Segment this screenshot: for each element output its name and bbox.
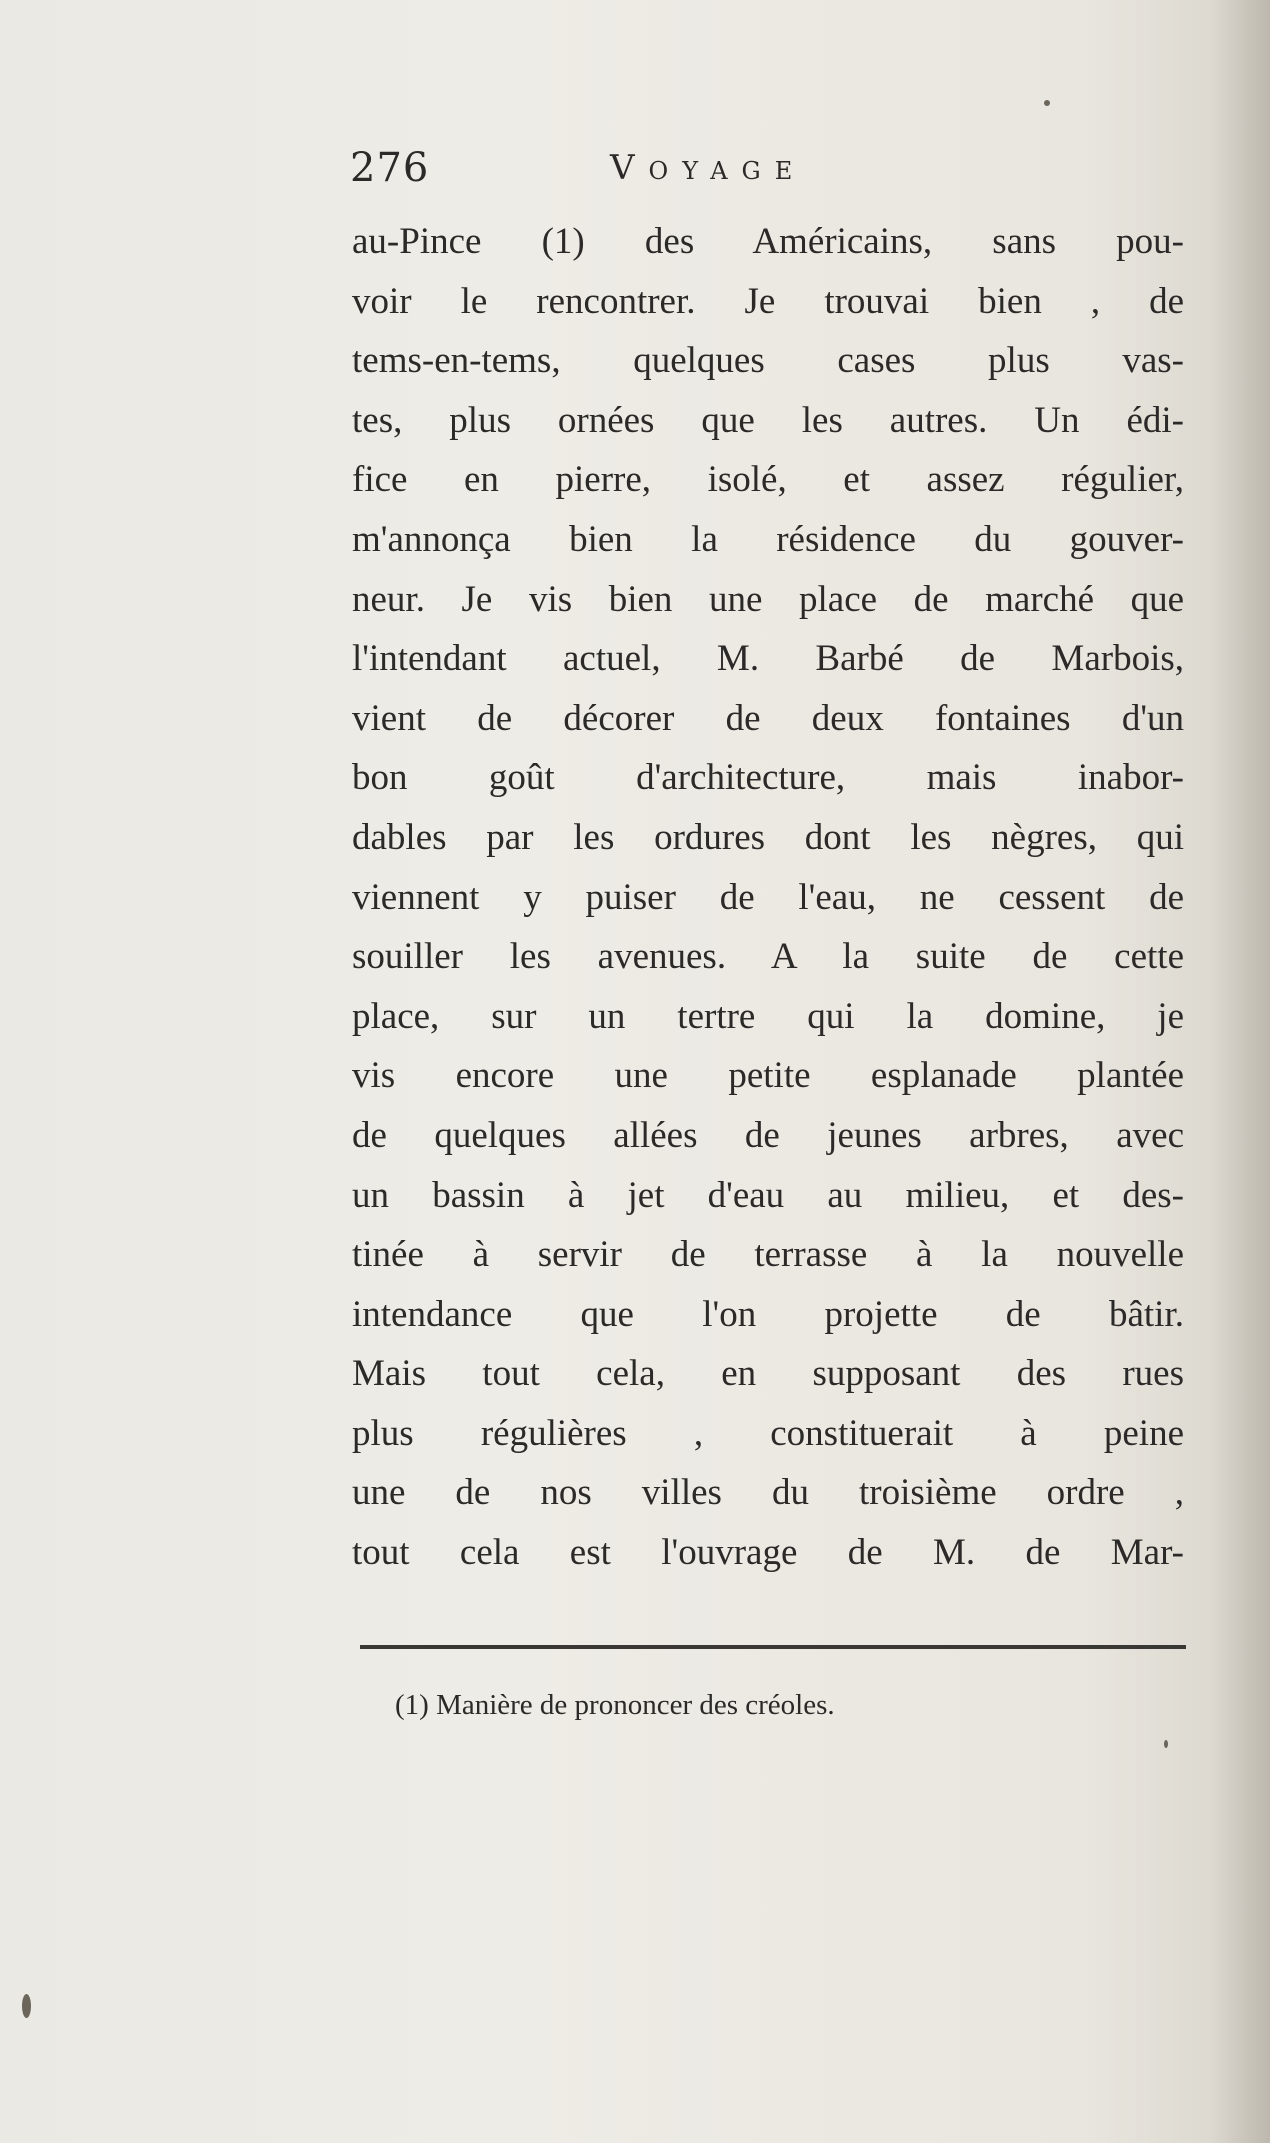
text-line: vient de décorer de deux fontaines d'un <box>352 697 1184 739</box>
text-line: l'intendant actuel, M. Barbé de Marbois, <box>352 638 1184 680</box>
text-line: souiller les avenues. A la suite de cette <box>352 936 1184 978</box>
text-line: viennent y puiser de l'eau, ne cessent de <box>352 876 1184 918</box>
text-line: voir le rencontrer. Je trouvai bien , de <box>352 280 1184 322</box>
text-line: tout cela est l'ouvrage de M. de Mar- <box>352 1532 1184 1574</box>
body-text <box>352 212 1184 1583</box>
running-head: Voyage <box>610 148 807 188</box>
paper-speck <box>22 1994 31 2018</box>
text-line: Mais tout cela, en supposant des rues <box>352 1353 1184 1395</box>
text-line: une de nos villes du troisième ordre , <box>352 1472 1184 1514</box>
text-line: m'annonça bien la résidence du gouver- <box>352 518 1184 560</box>
footnote-rule <box>360 1645 1186 1649</box>
text-line: vis encore une petite esplanade plantée <box>352 1055 1184 1097</box>
text-line: de quelques allées de jeunes arbres, avec <box>352 1114 1184 1156</box>
page-header <box>350 140 1190 200</box>
text-line: neur. Je vis bien une place de marché que <box>352 578 1184 620</box>
text-line: fice en pierre, isolé, et assez régulier, <box>352 459 1184 501</box>
text-line: un bassin à jet d'eau au milieu, et des- <box>352 1174 1184 1216</box>
binding-shadow <box>1210 0 1270 2143</box>
text-line: tes, plus ornées que les autres. Un édi- <box>352 399 1184 441</box>
text-line: tems-en-tems, quelques cases plus vas- <box>352 340 1184 382</box>
text-line: intendance que l'on projette de bâtir. <box>352 1293 1184 1335</box>
footnote: (1) Manière de prononcer des créoles. <box>395 1689 835 1721</box>
text-line: tinée à servir de terrasse à la nouvelle <box>352 1234 1184 1276</box>
page-number: 276 <box>350 145 430 191</box>
paper-speck <box>1044 100 1050 106</box>
text-line: plus régulières , constituerait à peine <box>352 1412 1184 1454</box>
paper-speck <box>1164 1740 1168 1748</box>
text-line: dables par les ordures dont les nègres, qui <box>352 816 1184 858</box>
text-line: bon goût d'architecture, mais inabor- <box>352 757 1184 799</box>
text-line: au-Pince (1) des Américains, sans pou- <box>352 221 1184 262</box>
text-line: place, sur un tertre qui la domine, je <box>352 995 1184 1037</box>
